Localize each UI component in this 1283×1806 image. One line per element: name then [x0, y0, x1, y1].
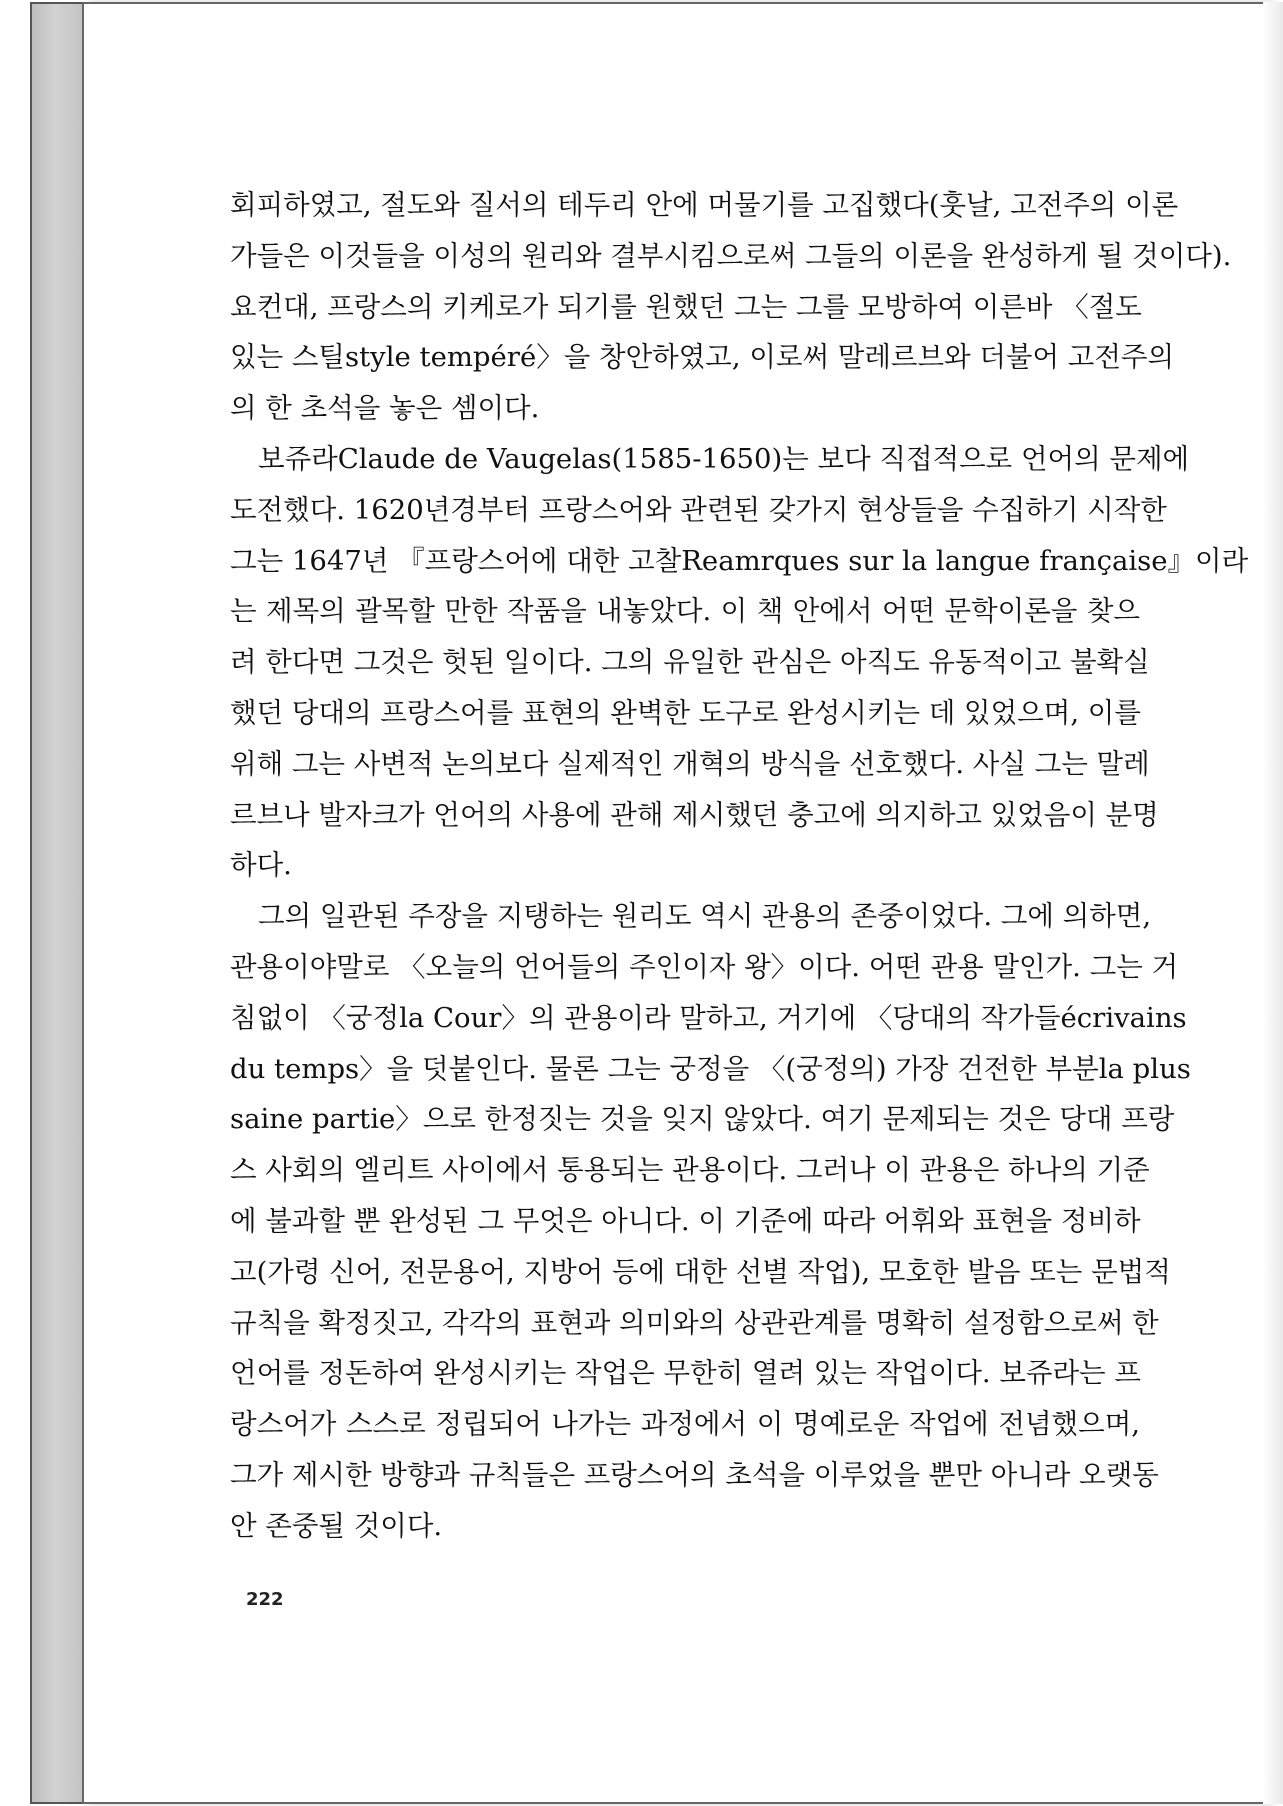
page-edge	[1263, 2, 1283, 1804]
text-line: 그가 제시한 방향과 규칙들은 프랑스어의 초석을 이루었을 뿐만 아니라 오랫동	[230, 1458, 1159, 1491]
text-line: 침없이 〈궁정la Cour〉의 관용이라 말하고, 거기에 〈당대의 작가들écrivains	[230, 1001, 1187, 1034]
text-line: 안 존중될 것이다.	[230, 1509, 443, 1542]
paragraph	[230, 180, 1232, 434]
text-line: 요컨대, 프랑스의 키케로가 되기를 원했던 그는 그를 모방하여 이른바 〈절도	[230, 290, 1142, 323]
text-line: 하다.	[230, 849, 292, 882]
text-line: 했던 당대의 프랑스어를 표현의 완벽한 도구로 완성시키는 데 있었으며, 이를	[230, 696, 1141, 729]
text-line: 스 사회의 엘리트 사이에서 통용되는 관용이다. 그러나 이 관용은 하나의 기준	[230, 1154, 1150, 1187]
text-line: 보쥬라Claude de Vaugelas(1585-1650)는 보다 직접적으로 언어의 문제에	[258, 442, 1190, 475]
text-line: 규칙을 확정짓고, 각각의 표현과 의미와의 상관관계를 명확히 설정함으로써 한	[230, 1306, 1159, 1339]
text-line: 그의 일관된 주장을 지탱하는 원리도 역시 관용의 존중이었다. 그에 의하면,	[258, 900, 1152, 933]
book-spine	[30, 2, 84, 1804]
text-line: saine partie〉으로 한정짓는 것을 잊지 않았다. 여기 문제되는 것은 당대 프랑	[230, 1103, 1175, 1136]
paragraph	[230, 434, 1249, 891]
text-line: 고(가령 신어, 전문용어, 지방어 등에 대한 선별 작업), 모호한 발음 또는 문법적	[230, 1255, 1171, 1288]
text-line: 회피하였고, 절도와 질서의 테두리 안에 머물기를 고집했다(훗날, 고전주의 이론	[230, 189, 1179, 221]
text-line: 있는 스틸style tempéré〉을 창안하였고, 이로써 말레르브와 더불어 고전주의	[230, 341, 1175, 374]
text-line: 랑스어가 스스로 정립되어 나가는 과정에서 이 명예로운 작업에 전념했으며,	[230, 1408, 1140, 1441]
text-line: 그는 1647년 『프랑스어에 대한 고찰Reamrques sur la langue française』이라	[230, 544, 1249, 577]
text-line: 는 제목의 괄목할 만한 작품을 내놓았다. 이 책 안에서 어떤 문학이론을 찾으	[230, 595, 1140, 628]
text-line: 도전했다. 1620년경부터 프랑스어와 관련된 갖가지 현상들을 수집하기 시작한	[230, 493, 1167, 526]
text-line: du temps〉을 덧붙인다. 물론 그는 궁정을 〈(궁정의) 가장 건전한 부분la plus	[230, 1052, 1191, 1085]
text-line: 에 불과할 뿐 완성된 그 무엇은 아니다. 이 기준에 따라 어휘와 표현을 정비하	[230, 1204, 1141, 1237]
text-line: 가들은 이것들을 이성의 원리와 결부시킴으로써 그들의 이론을 완성하게 될 것이다).	[230, 239, 1232, 272]
text-line: 관용이야말로 〈오늘의 언어들의 주인이자 왕〉이다. 어떤 관용 말인가. 그는 거	[230, 950, 1179, 983]
text-line: 언어를 정돈하여 완성시키는 작업은 무한히 열려 있는 작업이다. 보쥬라는 프	[230, 1357, 1141, 1390]
text-line: 르브나 발자크가 언어의 사용에 관해 제시했던 충고에 의지하고 있었음이 분명	[230, 798, 1159, 831]
paragraph	[230, 891, 1191, 1551]
text-line: 위해 그는 사변적 논의보다 실제적인 개혁의 방식을 선호했다. 사실 그는 말레	[230, 747, 1150, 780]
text-line: 려 한다면 그것은 헛된 일이다. 그의 유일한 관심은 아직도 유동적이고 불확실	[230, 646, 1150, 679]
page-number: 222	[246, 1589, 284, 1610]
text-line: 의 한 초석을 놓은 셈이다.	[230, 392, 540, 425]
body-text	[230, 180, 1249, 1552]
